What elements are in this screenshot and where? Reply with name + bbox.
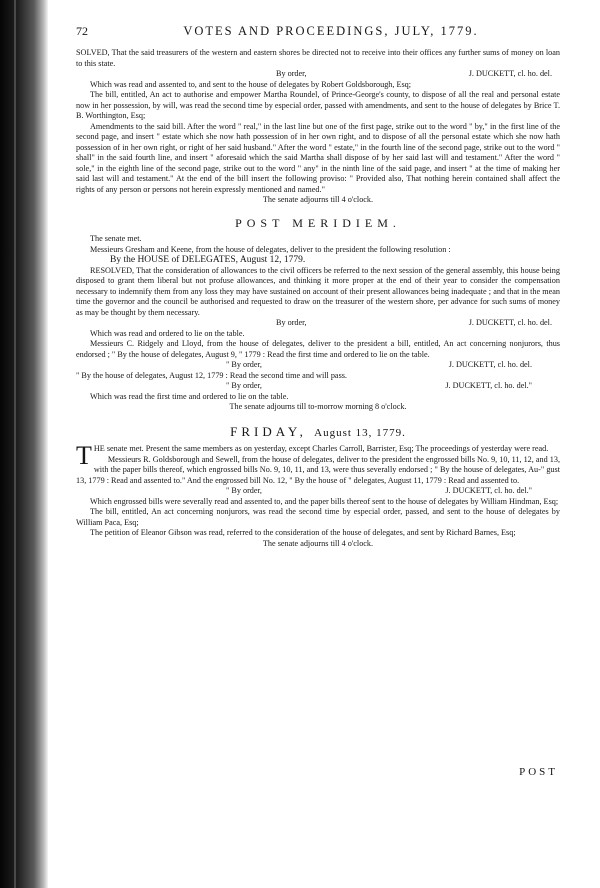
catchword: POST [519, 766, 558, 778]
resolved-allowances: RESOLVED, That the consideration of allowances to the civil officers be referred to the next session of the general assembly, this house being disposed to grant them liberal but not profuse allowances, and thinking it more proper at the end of their year to consider the compensation necessary to indemnify them from any loss they may have sustained on account of their present allowances being inadequate ; and that in the mean time the governor and the council be authorised and requested to draw on the treasurer of the western shore, per advance for such sums of money as may be thought by them necessary. [76, 265, 560, 317]
opening-text: HE senate met. Present the same members as on yesterday, except Charles Carroll, Barrister, Esq; The proceedings of yesterday were read. [93, 444, 549, 453]
senate-met: The senate met. [90, 234, 142, 243]
signature-line [76, 318, 560, 329]
by-order: " By order, [226, 360, 262, 369]
by-order: " By order, [226, 486, 262, 495]
clerk-name: J. DUCKETT, cl. ho. del. [468, 69, 552, 78]
resolved-treasurers: SOLVED, That the said treasurers of the western and eastern shores be directed not to receive into their offices any further sums of money on loan to this state. [76, 48, 560, 68]
page-number: 72 [76, 24, 88, 38]
endorsement-second: " By the house of delegates, August 12, 1779 : Read the second time and will pass. [76, 370, 347, 380]
signature-line [76, 360, 560, 371]
goldsborough-sewell: Messieurs R. Goldsborough and Sewell, from the house of delegates, deliver to the president the engrossed bills No. 9, 10, 11, 12, and 13, with the paper bills thereof, which engrossed bills No. 9, 10, 11, and 13, were thus severally endorsed ; " By the house of delegates, Au-" gust 13, 1779 : Read and assented to." And the engrossed bill No. 12, " By the house of " delegates, August 11, 1779 : Read and assented to. [76, 454, 560, 485]
friday-day: FRIDAY, [230, 423, 307, 439]
adjourn-note: The senate adjourns till 4 o'clock. [262, 195, 374, 204]
by-order: " By order, [226, 381, 262, 390]
clerk-name: J. DUCKETT, cl. ho. del." [445, 486, 532, 495]
clerk-name: J. DUCKETT, cl. ho. del. [448, 360, 532, 369]
by-order: By order, [276, 69, 307, 78]
section-heading-post-meridiem: POST MERIDIEM. [235, 215, 401, 230]
signature-line [76, 381, 560, 392]
running-title: VOTES AND PROCEEDINGS, JULY, 1779. [183, 24, 479, 38]
signature-line [76, 486, 560, 497]
messengers-gresham: Messieurs Gresham and Keene, from the house of delegates, deliver to the president the following resolution : [90, 244, 451, 254]
petition-gibson: The petition of Eleanor Gibson was read, referred to the consideration of the house of delegates, and sent by Richard Barnes, Esq; [90, 528, 516, 537]
signature-line [76, 69, 560, 80]
adjourn-note: The senate adjourns till to-morrow morning 8 o'clock. [229, 402, 407, 411]
running-header [76, 26, 560, 46]
read-first-time: Which was read the first time and ordered to lie on the table. [90, 391, 289, 401]
page-binding-shadow [0, 0, 48, 888]
bill-roundel: The bill, entitled, An act to authorise and empower Martha Roundel, of Prince-George's county, to dispose of all the real and personal estate now in her possession, by will, was read the second time by especial order, passed with amendments, and sent to the house of delegates by Brice T. B. Worthington, Esq; [76, 90, 560, 120]
read-assented: Which was read and assented to, and sent to the house of delegates by Robert Goldsborough, Esq; [90, 79, 412, 89]
adjourn-note: The senate adjourns till 4 o'clock. [262, 538, 374, 548]
clerk-name: J. DUCKETT, cl. ho. del. [468, 318, 552, 327]
drop-cap: T [76, 441, 92, 470]
bill-nonjurors: The bill, entitled, An act concerning nonjurors, was read the second time by especial order, passed, and sent to the house of delegates by William Paca, Esq; [76, 507, 560, 527]
friday-date: August 13, 1779. [314, 426, 406, 439]
document-page [76, 26, 560, 786]
ridgely-lloyd: Messieurs C. Ridgely and Lloyd, from the house of delegates, deliver to the president a bill, entitled, An act concerning nonjurors, thus endorsed ; " By the house of delegates, August 9, " 1779 : Read the first time and ordered to lie on the table. [76, 339, 560, 359]
by-order: By order, [276, 318, 307, 327]
amendments: Amendments to the said bill. After the word " real," in the last line but one of the first page, strike out to the word " by," in the first line of the second page, and insert " estate which she now hath possession of in her own right, and to dispose of all the personal estate which she now hath possession of in her own right, or right of her said husband." After the word " estate," in the fourth line of the second page, strike out to the word " shall" in the said fourth line, and insert " aforesaid which the said Martha shall dispose of by her said last will and testament." After the word " sole," in the eighth line of the second page, strike out to the word " any" in the ninth line of the said page, and insert " at the time of making her said last will and testament." At the end of the bill insert the following proviso: " Provided also, That nothing herein contained shall affect the rights of any person or persons not herein expressly mentioned and named." [76, 121, 560, 194]
engrossed-bills: Which engrossed bills were severally read and assented to, and the paper bills thereof sent to the house of delegates by William Hindman, Esq; [90, 496, 559, 506]
house-byline: By the HOUSE of DELEGATES, August 12, 1779. [110, 255, 306, 265]
clerk-name: J. DUCKETT, cl. ho. del." [445, 381, 532, 390]
section-heading-friday [76, 423, 560, 439]
read-table: Which was read and ordered to lie on the table. [90, 328, 245, 338]
